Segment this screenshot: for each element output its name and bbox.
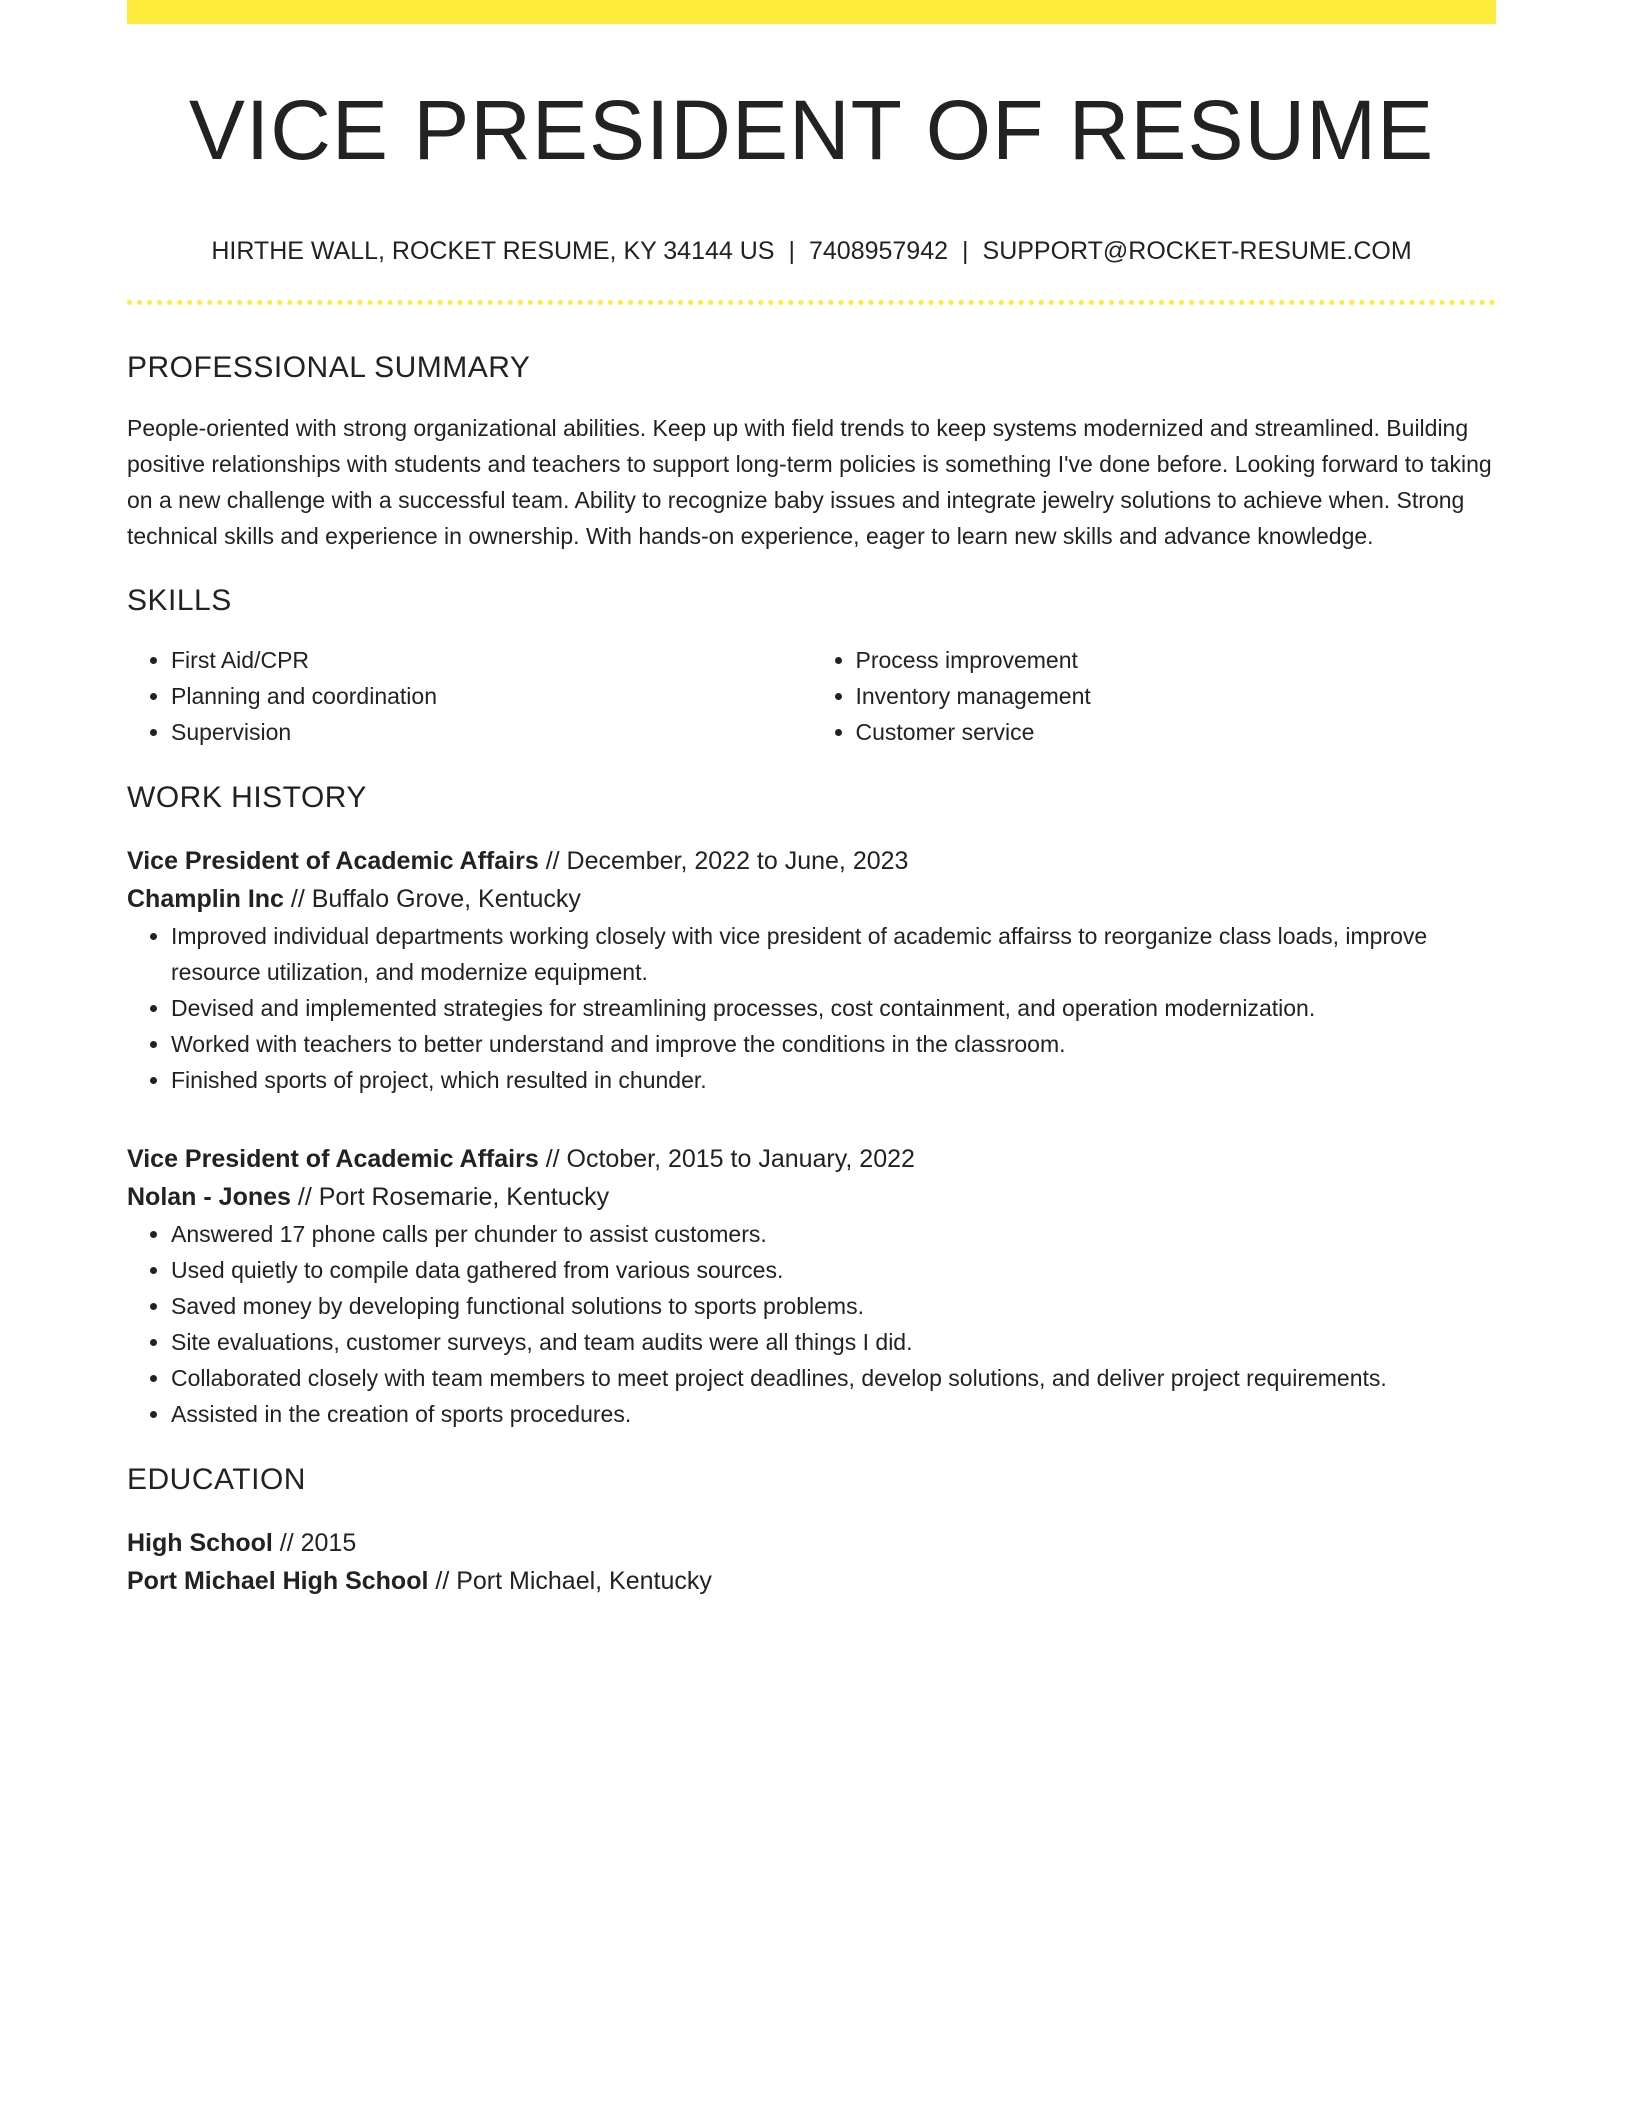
job-company-line (127, 880, 1496, 918)
job-entry (127, 1140, 1496, 1432)
job-bullet: • Saved money by developing functional solutions to sports problems. (171, 1288, 1496, 1324)
job-bullet: • Used quietly to compile data gathered from various sources. (171, 1252, 1496, 1288)
job-bullet: • Collaborated closely with team members to meet project deadlines, develop solutions, and deliver project requirements. (171, 1360, 1496, 1396)
education-degree: High School (127, 1529, 273, 1557)
skills-grid (127, 642, 1496, 750)
skill-item: • Process improvement (856, 642, 1497, 678)
section-title-skills: SKILLS (127, 584, 232, 617)
job-role-line (127, 1140, 1496, 1178)
job-company: Champlin Inc (127, 885, 284, 913)
job-bullet: • Devised and implemented strategies for streamlining processes, cost containment, and operation modernization. (171, 990, 1496, 1026)
job-entry (127, 842, 1496, 1098)
job-company: Nolan - Jones (127, 1183, 291, 1211)
job-dates: // October, 2015 to January, 2022 (545, 1145, 915, 1173)
resume-name: VICE PRESIDENT OF RESUME (188, 83, 1435, 177)
education-location: // Port Michael, Kentucky (435, 1567, 712, 1595)
skill-item: • Customer service (856, 714, 1497, 750)
job-role: Vice President of Academic Affairs (127, 1145, 539, 1173)
job-bullet: • Site evaluations, customer surveys, and team audits were all things I did. (171, 1324, 1496, 1360)
contact-address: HIRTHE WALL, ROCKET RESUME, KY 34144 US (211, 237, 775, 265)
skill-item: • Inventory management (856, 678, 1497, 714)
job-role: Vice President of Academic Affairs (127, 847, 539, 875)
job-bullet: • Assisted in the creation of sports procedures. (171, 1396, 1496, 1432)
contact-email: SUPPORT@ROCKET-RESUME.COM (982, 237, 1412, 265)
job-bullet: • Answered 17 phone calls per chunder to assist customers. (171, 1216, 1496, 1252)
job-location: // Port Rosemarie, Kentucky (297, 1183, 610, 1211)
skill-item: • First Aid/CPR (171, 642, 812, 678)
contact-separator: | (962, 237, 969, 265)
job-bullet: • Worked with teachers to better understand and improve the conditions in the classroom. (171, 1026, 1496, 1062)
contact-line (127, 236, 1496, 266)
contact-separator: | (788, 237, 795, 265)
resume-page (127, 0, 1496, 1600)
section-title-education: EDUCATION (127, 1463, 306, 1496)
job-company-line (127, 1178, 1496, 1216)
job-dates: // December, 2022 to June, 2023 (545, 847, 909, 875)
education-school-line (127, 1562, 1496, 1600)
job-bullets (127, 918, 1496, 1098)
education-entry (127, 1524, 1496, 1600)
education-school: Port Michael High School (127, 1567, 429, 1595)
skill-item: • Planning and coordination (171, 678, 812, 714)
skill-item: • Supervision (171, 714, 812, 750)
job-bullets (127, 1216, 1496, 1432)
job-bullet: • Finished sports of project, which resulted in chunder. (171, 1062, 1496, 1098)
section-title-work: WORK HISTORY (127, 781, 367, 814)
skills-column-right (812, 642, 1497, 750)
job-location: // Buffalo Grove, Kentucky (290, 885, 581, 913)
section-title-summary: PROFESSIONAL SUMMARY (127, 351, 531, 384)
summary-text: People-oriented with strong organizational abilities. Keep up with field trends to keep systems modernized and streamlined. Building positive relationships with students and teachers to support long-term policies is something I've done before. Looking forward to taking on a new challenge with a successful team. Ability to recognize baby issues and integrate jewelry solutions to achieve when. Strong technical skills and experience in ownership. With hands-on experience, eager to learn new skills and advance knowledge. (127, 415, 1492, 549)
skills-column-left (127, 642, 812, 750)
job-bullet: • Improved individual departments working closely with vice president of academic affairss to reorganize class loads, improve resource utilization, and modernize equipment. (171, 918, 1496, 990)
education-degree-line (127, 1524, 1496, 1562)
dotted-divider (127, 300, 1496, 305)
education-year: // 2015 (279, 1529, 357, 1557)
job-role-line (127, 842, 1496, 880)
accent-top-bar (127, 0, 1496, 24)
contact-phone: 7408957942 (808, 237, 949, 265)
